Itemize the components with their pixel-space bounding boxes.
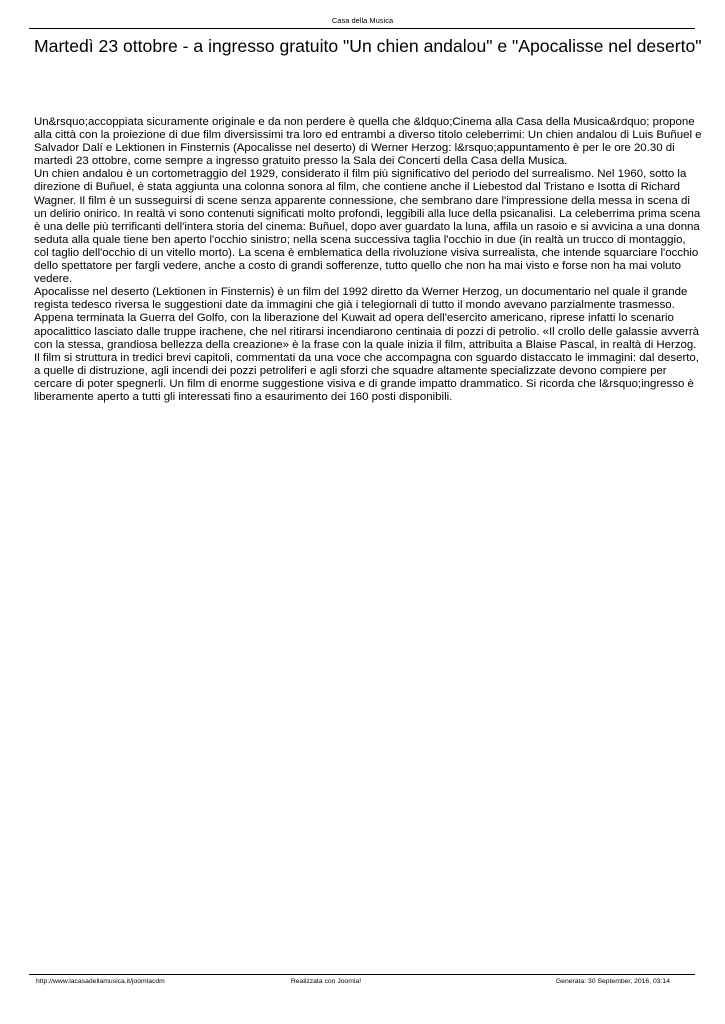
footer-url[interactable]: http://www.lacasadellamusica.it/joomlacdm (36, 978, 165, 985)
article-paragraph-chien-andalou: Un chien andalou è un cortometraggio del 1929, considerato il film più significativo del periodo del surrealismo. Nel 1960, sotto la direzione di Buñuel, è stata aggiunta una colonna sonora al film, che contiene anche il Liebestod dal Tristano e Isotta di Richard Wagner. Il film è un susseguirsi di scene senza apparente connessione, che sembrano dare l'impressione della messa in scena di un delirio onirico. In realtà vi sono contenuti significati molto profondi, leggibili alla luce della psicanalisi. La celeberrima prima scena è una delle più terrificanti dell'intera storia del cinema: Buñuel, dopo aver guardato la luna, affila un rasoio e si avvicina a una donna seduta alla quale tiene ben aperto l'occhio sinistro; nella scena successiva taglia l'occhio in due (in realtà un trucco di montaggio, col taglio dell'occhio di un vitello morto). La scena è emblematica della rivoluzione visiva surrealista, che intende squarciare l'occhio dello spettatore per fargli vedere, anche a costo di grandi sofferenze, tutto quello che non ha mai visto e forse non ha mai voluto vedere. (34, 168, 701, 286)
article-paragraph-intro: Un&rsquo;accoppiata sicuramente originale e da non perdere è quella che &ldquo;Cinema alla Casa della Musica&rdquo; propone alla città con la proiezione di due film diversissimi tra loro ed entrambi a diverso titolo celeberrimi: Un chien andalou di Luis Buñuel e Salvador Dalí e Lektionen in Finsternis (Apocalisse nel deserto) di Werner Herzog: l&rsquo;appuntamento è per le ore 20.30 di martedì 23 ottobre, come sempre a ingresso gratuito presso la Sala dei Concerti della Casa della Musica. (34, 116, 702, 168)
site-header: Casa della Musica (331, 16, 394, 25)
header-divider (29, 28, 695, 29)
article-paragraph-apocalisse: Apocalisse nel deserto (Lektionen in Finsternis) è un film del 1992 diretto da Werner Herzog, un documentario nel quale il grande regista tedesco riversa le suggestioni date da immagini che già i telegiornali di tutto il mondo avevano parzialmente trasmesso. Appena terminata la Guerra del Golfo, con la liberazione del Kuwait ad opera dell'esercito americano, riprese infatti lo scenario apocalittico lasciato dalle truppe irachene, che nel ritirarsi incendiarono centinaia di pozzi di petrolio. «Il crollo delle galassie avverrà con la stessa, grandiosa bellezza della creazione» è la frase con la quale inizia il film, attribuita a Blaise Pascal, in realtà di Herzog. Il film si struttura in tredici brevi capitoli, commentati da una voce che accompagna con sguardo distaccato le immagini: dal deserto, a quelle di distruzione, agli incendi dei pozzi petroliferi e agli sforzi che squadre altamente specializzate devono compiere per cercare di poter spegnerli. Un film di enorme suggestione visiva e di grande impatto drammatico. Si ricorda che l&rsquo;ingresso è liberamente aperto a tutti gli interessati fino a esaurimento dei 160 posti disponibili. (34, 286, 700, 403)
page-footer (36, 977, 670, 986)
article-body (34, 116, 702, 404)
article-title: Martedì 23 ottobre - a ingresso gratuito "Un chien andalou" e "Apocalisse nel deserto" (34, 36, 702, 56)
footer-divider (29, 974, 695, 975)
footer-generated-date: Generata: 30 September, 2016, 03:14 (555, 978, 670, 985)
footer-powered-by: Realizzata con Joomla! (290, 978, 362, 985)
